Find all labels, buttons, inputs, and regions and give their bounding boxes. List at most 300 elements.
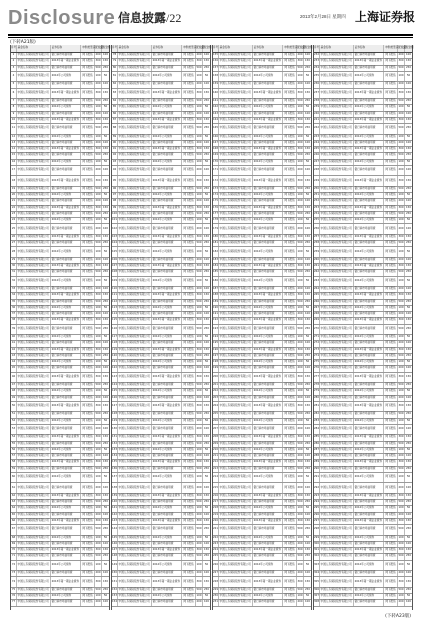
- table-cell-no: 291: [314, 473, 320, 483]
- table-cell-q2: 100: [204, 312, 209, 316]
- table-cell-type: 网下配售: [384, 325, 398, 335]
- table-cell-type: 网下配售: [81, 442, 95, 447]
- table-cell-security: 银行间市场信用债: [253, 341, 283, 346]
- table-cell-no: 43: [11, 354, 17, 359]
- table-cell-q1: 500: [196, 187, 203, 192]
- table-cell-fund: 中国人寿保险股份有限公司: [320, 571, 354, 576]
- table-cell-fund: 中国人寿保险股份有限公司: [17, 112, 51, 117]
- table-cell-security: 银行间市场信用债: [152, 425, 182, 435]
- table-cell-type: 网下配售: [81, 519, 95, 524]
- table-cell-fund: 中国人寿保险股份有限公司: [320, 258, 354, 263]
- table-cell-security: 2013年第一期企业债券: [51, 318, 81, 323]
- table-cell-fund: 中国人寿保险股份有限公司: [118, 341, 152, 346]
- table-cell-no: 266: [314, 300, 320, 305]
- table-cell-security: 银行间市场信用债: [51, 525, 81, 535]
- table-cell-fund: 中国人寿保险股份有限公司: [219, 396, 253, 401]
- table-cell-type: 网下配售: [384, 241, 398, 246]
- table-cell-type: 网下配售: [81, 536, 95, 541]
- table-cell-type: 网下配售: [182, 506, 196, 511]
- table-cell-type: 网下配售: [81, 542, 95, 547]
- table-cell-q1: 200: [398, 312, 405, 317]
- table-cell-q1: 300: [297, 577, 304, 587]
- table-cell-q2: 100: [406, 199, 411, 203]
- table-cell-no: 305: [314, 577, 320, 587]
- table-cell-q1: 200: [196, 112, 203, 117]
- table-cell-security: 银行间市场信用债: [51, 300, 81, 305]
- table-cell-fund: 中国人寿保险股份有限公司: [118, 312, 152, 317]
- table-cell-security: 2012年公司债券: [253, 306, 283, 311]
- table-cell-no: 215: [213, 483, 219, 493]
- table-cell-no: 282: [314, 412, 320, 417]
- table-cell-security: 2013年第一期企业债券: [354, 235, 384, 240]
- table-cell-q1: 200: [95, 53, 102, 58]
- table-cell-no: 63: [11, 500, 17, 505]
- table-cell-q1: 100: [95, 448, 102, 453]
- table-cell-type: 网下配售: [283, 506, 297, 511]
- table-cell-q2: 150: [305, 518, 310, 522]
- table-cell-security: 2012年公司债券: [51, 247, 81, 257]
- table-cell-type: 网下配售: [283, 473, 297, 483]
- table-cell-security: 银行间市场信用债: [152, 412, 182, 417]
- table-cell-q2: 100: [103, 140, 108, 144]
- table-cell-security: 银行间市场信用债: [253, 600, 283, 605]
- table-cell-q1: 200: [398, 166, 405, 176]
- table-cell-security: 2013年第一期企业债券: [152, 293, 182, 298]
- table-cell-q1: 300: [297, 147, 304, 152]
- table-cell-type: 网下配售: [283, 366, 297, 371]
- table-cell-q1: 500: [196, 270, 203, 275]
- table-cell-fund: 中国人寿保险股份有限公司: [17, 206, 51, 211]
- table-cell-type: 网下配售: [283, 153, 297, 158]
- table-cell-no: 208: [213, 435, 219, 440]
- table-cell-no: 34: [11, 293, 17, 298]
- table-cell-type: 网下配售: [182, 548, 196, 553]
- table-cell-security: 2013年第一期企业债券: [253, 264, 283, 269]
- table-cell-fund: 中国人寿保险股份有限公司: [320, 494, 354, 499]
- table-cell-q2: 250: [204, 353, 209, 357]
- table-cell-q2: 150: [204, 90, 209, 94]
- table-cell-fund: 中国人寿保险股份有限公司: [118, 513, 152, 518]
- table-cell-no: 129: [112, 419, 118, 424]
- table-cell-no: 192: [213, 318, 219, 323]
- table-cell-q2: 250: [204, 441, 209, 445]
- table-header-cell: 基金名称: [17, 45, 51, 52]
- table-cell-q1: 100: [398, 389, 405, 394]
- table-cell-security: 银行间市场信用债: [253, 554, 283, 559]
- table-cell-q1: 300: [297, 494, 304, 499]
- table-cell-type: 网下配售: [81, 141, 95, 146]
- table-cell-security: 银行间市场信用债: [152, 212, 182, 217]
- masthead: [0, 0, 421, 40]
- table-cell-q1: 300: [196, 548, 203, 553]
- table-cell-fund: 中国人寿保险股份有限公司: [118, 300, 152, 305]
- table-cell-q2: 250: [406, 326, 411, 330]
- table-cell-fund: 中国人寿保险股份有限公司: [17, 300, 51, 305]
- table-cell-no: 216: [213, 494, 219, 499]
- table-cell-security: 2013年第一期企业债券: [354, 373, 384, 383]
- table-header-cell: 基金名称: [320, 45, 354, 52]
- table-cell-security: 银行间市场信用债: [152, 513, 182, 518]
- table-cell-no: 67: [11, 525, 17, 535]
- table-cell-q2: 250: [305, 211, 310, 215]
- table-cell-type: 网下配售: [182, 354, 196, 359]
- table-cell-no: 198: [213, 360, 219, 365]
- table-cell-fund: 中国人寿保险股份有限公司: [118, 577, 152, 587]
- table-cell-q1: 100: [196, 193, 203, 198]
- table-cell-q2: 250: [305, 126, 310, 130]
- table-cell-no: 69: [11, 542, 17, 547]
- table-cell-type: 网下配售: [182, 59, 196, 64]
- table-cell-q1: 300: [196, 264, 203, 269]
- table-cell-no: 217: [213, 500, 219, 505]
- table-cell-security: 银行间市场信用债: [152, 525, 182, 535]
- table-cell-q1: 500: [398, 153, 405, 158]
- table-cell-security: 银行间市场信用债: [354, 53, 384, 58]
- table-cell-q2: 100: [204, 454, 209, 458]
- table-cell-no: 229: [213, 588, 219, 593]
- table-cell-q1: 100: [297, 160, 304, 165]
- table-cell-q2: 50: [305, 562, 310, 566]
- table-cell-no: 18: [11, 176, 17, 186]
- table-row: [11, 277, 109, 288]
- table-cell-q2: 250: [406, 299, 411, 303]
- table-cell-no: 15: [11, 153, 17, 158]
- table-cell-no: 73: [11, 571, 17, 576]
- table-cell-q1: 200: [297, 312, 304, 317]
- table-cell-security: 银行间市场信用债: [51, 483, 81, 493]
- table-cell-q2: 100: [305, 341, 310, 345]
- table-cell-q1: 500: [297, 187, 304, 192]
- table-cell-fund: 中国人寿保险股份有限公司: [320, 264, 354, 269]
- table-cell-type: 网下配售: [283, 483, 297, 493]
- table-cell-q2: 100: [406, 287, 411, 291]
- table-cell-no: 120: [112, 354, 118, 359]
- table-cell-fund: 中国人寿保险股份有限公司: [320, 193, 354, 198]
- table-cell-type: 网下配售: [81, 354, 95, 359]
- table-cell-type: 网下配售: [81, 147, 95, 152]
- table-cell-fund: 中国人寿保险股份有限公司: [17, 412, 51, 417]
- table-cell-q2: 50: [204, 134, 209, 138]
- table-cell-type: 网下配售: [283, 494, 297, 499]
- table-cell-fund: 中国人寿保险股份有限公司: [17, 318, 51, 323]
- table-cell-type: 网下配售: [182, 270, 196, 275]
- table-cell-no: 255: [314, 218, 320, 223]
- table-cell-type: 网下配售: [182, 135, 196, 140]
- table-cell-q2: 250: [204, 211, 209, 215]
- table-cell-security: 银行间市场信用债: [152, 600, 182, 605]
- table-cell-fund: 中国人寿保险股份有限公司: [17, 383, 51, 388]
- table-cell-security: 银行间市场信用债: [354, 325, 384, 335]
- table-cell-type: 网下配售: [384, 467, 398, 472]
- table-cell-q2: 150: [204, 518, 209, 522]
- table-cell-fund: 中国人寿保险股份有限公司: [17, 306, 51, 311]
- table-cell-no: 241: [314, 118, 320, 123]
- table-cell-fund: 中国人寿保险股份有限公司: [219, 500, 253, 505]
- table-cell-fund: 中国人寿保险股份有限公司: [17, 105, 51, 110]
- table-cell-security: 2013年第一期企业债券: [51, 577, 81, 587]
- table-cell-no: 189: [213, 300, 219, 305]
- table-cell-q2: 100: [103, 427, 108, 431]
- table-cell-security: 2012年公司债券: [354, 561, 384, 571]
- table-cell-fund: 中国人寿保险股份有限公司: [219, 135, 253, 140]
- table-cell-security: 银行间市场信用债: [51, 412, 81, 417]
- table-cell-q1: 500: [95, 442, 102, 447]
- table-cell-type: 网下配售: [283, 141, 297, 146]
- table-cell-q1: 200: [398, 542, 405, 547]
- table-cell-q1: 500: [196, 212, 203, 217]
- table-cell-type: 网下配售: [384, 258, 398, 263]
- table-cell-q2: 150: [204, 374, 209, 378]
- table-cell-no: 29: [11, 258, 17, 263]
- table-cell-fund: 中国人寿保险股份有限公司: [320, 561, 354, 571]
- table-cell-fund: 中国人寿保险股份有限公司: [118, 536, 152, 541]
- table-cell-fund: 中国人寿保险股份有限公司: [118, 435, 152, 440]
- table-cell-type: 网下配售: [182, 53, 196, 58]
- table-cell-no: 72: [11, 561, 17, 571]
- table-cell-q2: 250: [406, 554, 411, 558]
- table-cell-q2: 250: [406, 383, 411, 387]
- table-cell-no: 44: [11, 360, 17, 365]
- table-cell-q1: 200: [196, 312, 203, 317]
- table-cell-no: 270: [314, 325, 320, 335]
- table-cell-q2: 50: [103, 335, 108, 339]
- table-cell-security: 2012年公司债券: [51, 306, 81, 311]
- table-cell-q1: 100: [196, 473, 203, 483]
- table-cell-fund: 中国人寿保险股份有限公司: [219, 99, 253, 104]
- table-cell-security: 银行间市场信用债: [354, 525, 384, 535]
- table-cell-q1: 100: [297, 335, 304, 340]
- table-cell-security: 2012年公司债券: [152, 473, 182, 483]
- table-cell-type: 网下配售: [182, 318, 196, 323]
- table-cell-q1: 100: [297, 561, 304, 571]
- table-cell-type: 网下配售: [283, 59, 297, 64]
- table-cell-security: 2013年第一期企业债券: [354, 59, 384, 64]
- table-cell-q2: 50: [204, 335, 209, 339]
- table-cell-fund: 中国人寿保险股份有限公司: [320, 360, 354, 365]
- table-cell-q1: 300: [196, 89, 203, 99]
- table-cell-fund: 中国人寿保险股份有限公司: [320, 588, 354, 593]
- table-cell-type: 网下配售: [182, 193, 196, 198]
- table-cell-security: 2012年公司债券: [253, 389, 283, 394]
- table-cell-q2: 150: [103, 404, 108, 408]
- table-cell-fund: 中国人寿保险股份有限公司: [118, 360, 152, 365]
- table-cell-security: 银行间市场信用债: [354, 270, 384, 275]
- table-cell-q1: 500: [297, 525, 304, 535]
- table-cell-q2: 250: [103, 441, 108, 445]
- table-cell-type: 网下配售: [384, 354, 398, 359]
- table-cell-q2: 150: [406, 404, 411, 408]
- table-cell-no: 25: [11, 224, 17, 234]
- table-cell-type: 网下配售: [283, 396, 297, 401]
- table-cell-fund: 中国人寿保险股份有限公司: [320, 118, 354, 123]
- table-cell-q1: 100: [196, 419, 203, 424]
- table-cell-q1: 200: [95, 513, 102, 518]
- table-cell-fund: 中国人寿保险股份有限公司: [118, 166, 152, 176]
- table-cell-q1: 300: [196, 460, 203, 465]
- table-cell-type: 网下配售: [182, 460, 196, 465]
- table-cell-q2: 50: [103, 193, 108, 197]
- table-row: [213, 176, 311, 187]
- table-cell-q1: 500: [196, 442, 203, 447]
- table-cell-fund: 中国人寿保险股份有限公司: [219, 460, 253, 465]
- table-cell-security: 银行间市场信用债: [152, 82, 182, 87]
- table-cell-type: 网下配售: [384, 571, 398, 576]
- table-row: [11, 224, 109, 235]
- table-cell-type: 网下配售: [182, 483, 196, 493]
- table-cell-type: 网下配售: [182, 494, 196, 499]
- table-row: [112, 277, 210, 288]
- table-cell-no: 251: [314, 193, 320, 198]
- table-cell-type: 网下配售: [81, 412, 95, 417]
- table-cell-q2: 150: [103, 518, 108, 522]
- table-cell-q1: 100: [95, 506, 102, 511]
- table-cell-type: 网下配售: [283, 53, 297, 58]
- table-cell-no: 35: [11, 300, 17, 305]
- table-cell-fund: 中国人寿保险股份有限公司: [219, 473, 253, 483]
- table-cell-type: 网下配售: [182, 577, 196, 587]
- table-cell-q2: 50: [204, 249, 209, 253]
- table-cell-type: 网下配售: [81, 270, 95, 275]
- table-row: [314, 577, 412, 588]
- table-cell-no: 131: [112, 435, 118, 440]
- table-cell-q2: 150: [406, 374, 411, 378]
- table-cell-no: 222: [213, 536, 219, 541]
- table-cell-security: 银行间市场信用债: [354, 554, 384, 559]
- table-cell-type: 网下配售: [182, 206, 196, 211]
- table-header-cell: 获配数量: [196, 45, 203, 52]
- table-cell-q2: 150: [305, 579, 310, 583]
- table-cell-fund: 中国人寿保险股份有限公司: [320, 348, 354, 353]
- table-cell-q2: 100: [406, 226, 411, 230]
- table-row: [11, 561, 109, 572]
- table-cell-security: 2012年公司债券: [51, 506, 81, 511]
- table-cell-type: 网下配售: [81, 82, 95, 87]
- table-cell-q1: 500: [196, 383, 203, 388]
- table-cell-fund: 中国人寿保险股份有限公司: [118, 258, 152, 263]
- table-cell-fund: 中国人寿保险股份有限公司: [320, 341, 354, 346]
- table-cell-q2: 50: [305, 475, 310, 479]
- table-cell-no: 20: [11, 193, 17, 198]
- table-cell-no: 246: [314, 153, 320, 158]
- table-cell-fund: 中国人寿保险股份有限公司: [219, 588, 253, 593]
- table-cell-fund: 中国人寿保险股份有限公司: [320, 66, 354, 71]
- table-cell-q1: 100: [196, 561, 203, 571]
- table-row: [112, 402, 210, 413]
- table-cell-security: 2012年公司债券: [152, 247, 182, 257]
- table-cell-q1: 100: [95, 536, 102, 541]
- table-cell-security: 银行间市场信用债: [253, 258, 283, 263]
- table-cell-fund: 中国人寿保险股份有限公司: [17, 577, 51, 587]
- table-cell-q1: 200: [196, 287, 203, 292]
- table-cell-security: 银行间市场信用债: [253, 483, 283, 493]
- table-cell-fund: 中国人寿保险股份有限公司: [17, 224, 51, 234]
- table-cell-fund: 中国人寿保险股份有限公司: [118, 147, 152, 152]
- table-cell-no: 277: [314, 373, 320, 383]
- table-cell-no: 195: [213, 341, 219, 346]
- table-cell-q1: 500: [398, 66, 405, 71]
- table-cell-type: 网下配售: [81, 112, 95, 117]
- table-cell-type: 网下配售: [182, 389, 196, 394]
- table-cell-fund: 中国人寿保险股份有限公司: [118, 473, 152, 483]
- table-cell-fund: 中国人寿保险股份有限公司: [219, 112, 253, 117]
- table-cell-security: 银行间市场信用债: [253, 454, 283, 459]
- table-cell-no: 156: [213, 59, 219, 64]
- table-cell-no: 182: [213, 247, 219, 257]
- table-cell-security: 银行间市场信用债: [152, 467, 182, 472]
- table-cell-q2: 100: [406, 454, 411, 458]
- table-cell-q1: 500: [196, 354, 203, 359]
- table-cell-no: 83: [112, 89, 118, 99]
- table-cell-fund: 中国人寿保险股份有限公司: [219, 360, 253, 365]
- table-cell-security: 银行间市场信用债: [253, 287, 283, 292]
- table-cell-security: 银行间市场信用债: [51, 153, 81, 158]
- table-cell-fund: 中国人寿保险股份有限公司: [118, 193, 152, 198]
- table-cell-q1: 500: [196, 241, 203, 246]
- table-cell-no: 132: [112, 442, 118, 447]
- table-cell-q2: 250: [103, 383, 108, 387]
- table-cell-fund: 中国人寿保险股份有限公司: [320, 224, 354, 234]
- table-cell-no: 278: [314, 383, 320, 388]
- disclosure-table: [10, 45, 414, 610]
- table-cell-q1: 100: [297, 306, 304, 311]
- table-cell-fund: 中国人寿保险股份有限公司: [219, 72, 253, 82]
- table-cell-fund: 中国人寿保险股份有限公司: [320, 270, 354, 275]
- table-cell-q1: 500: [196, 99, 203, 104]
- table-row: [314, 373, 412, 384]
- table-cell-security: 银行间市场信用债: [354, 366, 384, 371]
- table-cell-type: 网下配售: [384, 536, 398, 541]
- table-cell-no: 68: [11, 536, 17, 541]
- table-cell-no: 162: [213, 105, 219, 110]
- table-cell-type: 网下配售: [283, 277, 297, 287]
- table-cell-no: 31: [11, 270, 17, 275]
- table-cell-security: 银行间市场信用债: [354, 187, 384, 192]
- table-cell-security: 2012年公司债券: [152, 561, 182, 571]
- table-cell-no: 21: [11, 199, 17, 204]
- table-cell-q1: 200: [398, 483, 405, 493]
- table-cell-q2: 100: [406, 53, 411, 57]
- table-cell-fund: 中国人寿保险股份有限公司: [17, 442, 51, 447]
- table-cell-q2: 50: [204, 105, 209, 109]
- table-cell-q1: 500: [398, 270, 405, 275]
- table-cell-q2: 150: [406, 435, 411, 439]
- table-cell-security: 2013年第一期企业债券: [152, 118, 182, 123]
- table-cell-no: 27: [11, 241, 17, 246]
- table-cell-no: 124: [112, 383, 118, 388]
- table-row: [112, 176, 210, 187]
- table-cell-q2: 50: [204, 193, 209, 197]
- table-cell-security: 2012年公司债券: [152, 160, 182, 165]
- table-cell-fund: 中国人寿保险股份有限公司: [118, 554, 152, 559]
- table-cell-q2: 100: [406, 571, 411, 575]
- table-cell-no: 75: [11, 588, 17, 593]
- table-row: [314, 473, 412, 484]
- table-cell-no: 227: [213, 571, 219, 576]
- table-cell-fund: 中国人寿保险股份有限公司: [17, 124, 51, 134]
- table-cell-fund: 中国人寿保险股份有限公司: [17, 241, 51, 246]
- table-cell-type: 网下配售: [81, 176, 95, 186]
- table-cell-type: 网下配售: [283, 72, 297, 82]
- table-cell-security: 银行间市场信用债: [51, 99, 81, 104]
- table-cell-fund: 中国人寿保险股份有限公司: [219, 571, 253, 576]
- table-cell-q2: 250: [406, 270, 411, 274]
- table-cell-q1: 300: [95, 118, 102, 123]
- table-cell-type: 网下配售: [283, 383, 297, 388]
- table-cell-q1: 500: [398, 467, 405, 472]
- table-cell-security: 银行间市场信用债: [253, 187, 283, 192]
- table-cell-q2: 250: [305, 412, 310, 416]
- table-cell-security: 银行间市场信用债: [253, 153, 283, 158]
